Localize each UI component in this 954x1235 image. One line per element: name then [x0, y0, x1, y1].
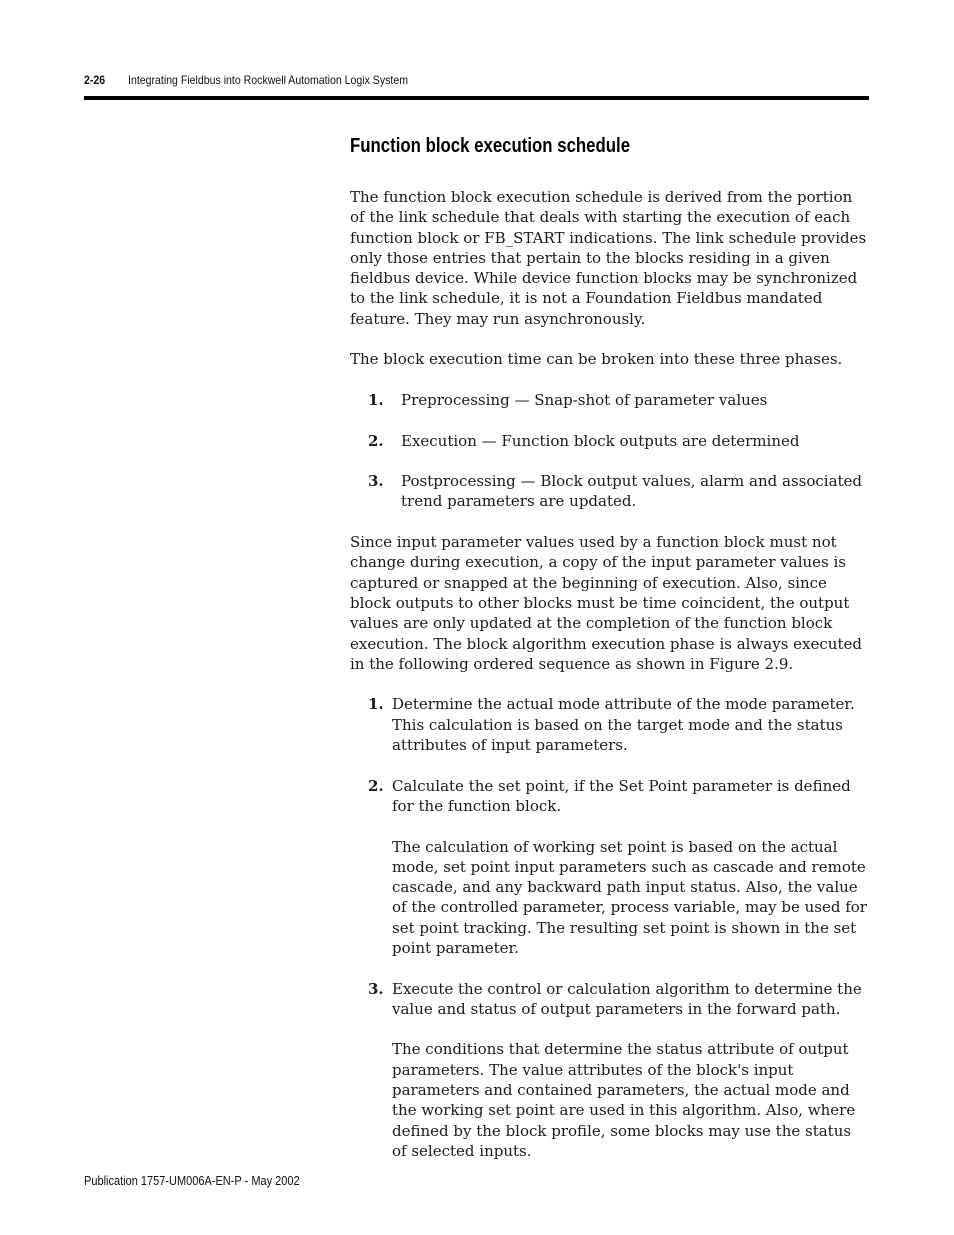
paragraph-sequence: Since input parameter values used by a function block must not change during execution, a copy of the input parameter values is captured or snapped at the beginning of execution. Also, since block outputs to other blocks must be time coincident, the output values are only updated at the completion of the function block execution. The block algorithm execution phase is always executed in the following ordered sequence as shown in Figure 2.9. [350, 533, 862, 673]
list-number: 2. [368, 431, 384, 450]
phases-list [350, 390, 870, 512]
list-item-text: Postprocessing — Block output values, alarm and associated trend parameters are updated. [401, 472, 863, 511]
list-item [350, 776, 870, 959]
list-item-text: Calculate the set point, if the Set Point parameter is defined for the function block. [392, 776, 851, 815]
body-text [350, 187, 870, 1182]
header-title: Integrating Fieldbus into Rockwell Automation Logix System [128, 73, 409, 87]
list-item [350, 979, 870, 1162]
list-item-subparagraph: The conditions that determine the status attribute of output parameters. The value attributes of the block's input parameters and contained parameters, the actual mode and the working set point are used in this algorithm. Also, where defined by the block profile, some blocks may use the status of selected inputs. [392, 1040, 856, 1160]
publication-footer: Publication 1757-UM006A-EN-P - May 2002 [84, 1174, 300, 1188]
list-item-subparagraph: The calculation of working set point is based on the actual mode, set point input parameters such as cascade and remote cascade, and any backward path input status. Also, the value of the controlled parameter, process variable, may be used for set point tracking. The resulting set point is shown in the set point parameter. [392, 837, 867, 957]
list-item-text: Determine the actual mode attribute of the mode parameter. This calculation is based on the target mode and the status attributes of input parameters. [392, 695, 855, 755]
list-number: 2. [368, 776, 384, 795]
header-rule [84, 96, 869, 100]
list-number: 1. [368, 695, 384, 714]
list-item [350, 431, 870, 451]
list-item-body [392, 979, 870, 1162]
steps-list [350, 694, 870, 1161]
list-number: 3. [368, 979, 384, 998]
list-item-text: Execution — Function block outputs are determined [401, 431, 800, 450]
paragraph-phases-intro: The block execution time can be broken into these three phases. [350, 350, 843, 369]
list-item [350, 694, 870, 755]
list-number: 1. [368, 390, 384, 409]
list-item-text: Execute the control or calculation algorithm to determine the value and status of output parameters in the forward path. [392, 979, 862, 1018]
list-item-body [392, 776, 870, 959]
list-number: 3. [368, 472, 384, 491]
list-item-text: Preprocessing — Snap-shot of parameter values [401, 390, 768, 409]
section-heading: Function block execution schedule [350, 135, 631, 157]
list-item [350, 471, 870, 512]
running-header [84, 73, 408, 87]
list-item [350, 390, 870, 410]
paragraph-intro: The function block execution schedule is derived from the portion of the link schedule that deals with starting the execution of each function block or FB_START indications. The link schedule provides only those entries that pertain to the blocks residing in a given fieldbus device. While device function blocks may be synchronized to the link schedule, it is not a Foundation Fieldbus mandated feature. They may run asynchronously. [350, 188, 867, 328]
page-number: 2-26 [84, 73, 106, 87]
